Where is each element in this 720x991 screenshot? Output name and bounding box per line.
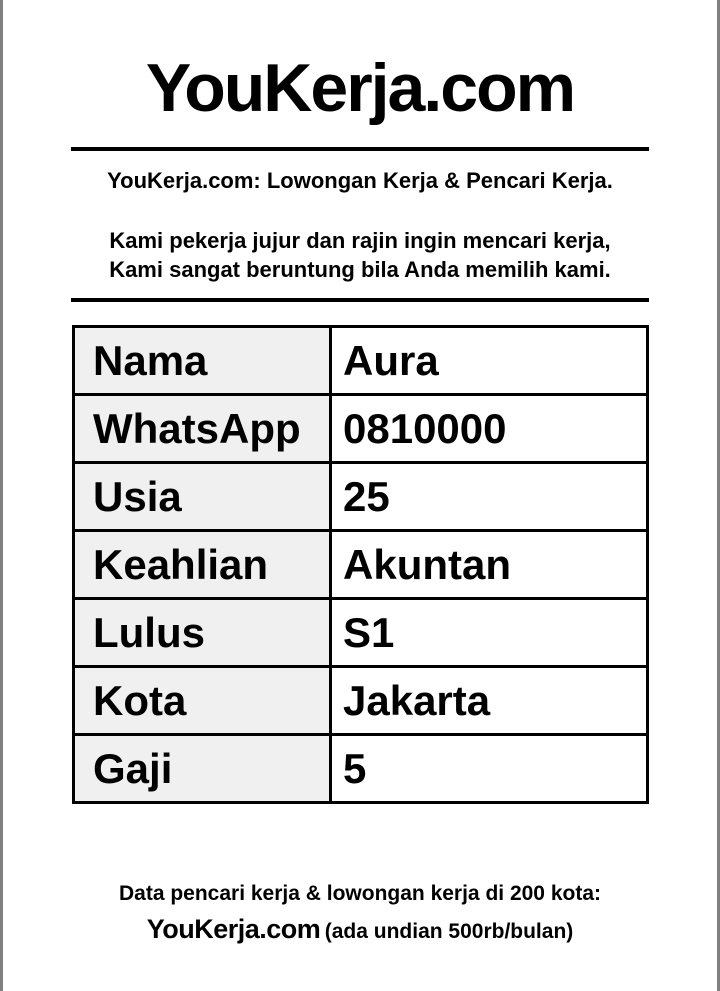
field-label-whatsapp: WhatsApp — [74, 395, 331, 463]
field-label-kota: Kota — [74, 667, 331, 735]
field-label-gaji: Gaji — [74, 735, 331, 803]
profile-table — [72, 325, 649, 804]
intro-text-line-1: Kami pekerja jujur dan rajin ingin mencari kerja, — [109, 228, 611, 253]
field-label-keahlian: Keahlian — [74, 531, 331, 599]
table-row — [74, 667, 648, 735]
footer-brand-line — [3, 914, 717, 945]
field-value-lulus: S1 — [331, 599, 648, 667]
field-label-usia: Usia — [74, 463, 331, 531]
table-row — [74, 395, 648, 463]
intro-tagline: YouKerja.com: Lowongan Kerja & Pencari Kerja. — [107, 168, 613, 193]
intro-text-line-2: Kami sangat beruntung bila Anda memilih kami. — [109, 257, 611, 282]
table-row — [74, 327, 648, 395]
field-value-keahlian: Akuntan — [331, 531, 648, 599]
flyer-page — [3, 0, 717, 991]
field-label-lulus: Lulus — [74, 599, 331, 667]
footer-note: (ada undian 500rb/bulan) — [324, 920, 574, 943]
page-title: YouKerja.com — [145, 50, 575, 126]
field-value-nama: Aura — [331, 327, 648, 395]
bottom-divider — [71, 298, 649, 302]
footer-brand: YouKerja.com — [146, 914, 321, 944]
footer-text: Data pencari kerja & lowongan kerja di 200 kota: — [118, 882, 601, 905]
field-value-whatsapp: 0810000 — [331, 395, 648, 463]
field-value-kota: Jakarta — [331, 667, 648, 735]
top-divider — [71, 147, 649, 151]
field-label-nama: Nama — [74, 327, 331, 395]
field-value-usia: 25 — [331, 463, 648, 531]
table-row — [74, 599, 648, 667]
table-row — [74, 463, 648, 531]
field-value-gaji: 5 — [331, 735, 648, 803]
table-row — [74, 531, 648, 599]
table-row — [74, 735, 648, 803]
